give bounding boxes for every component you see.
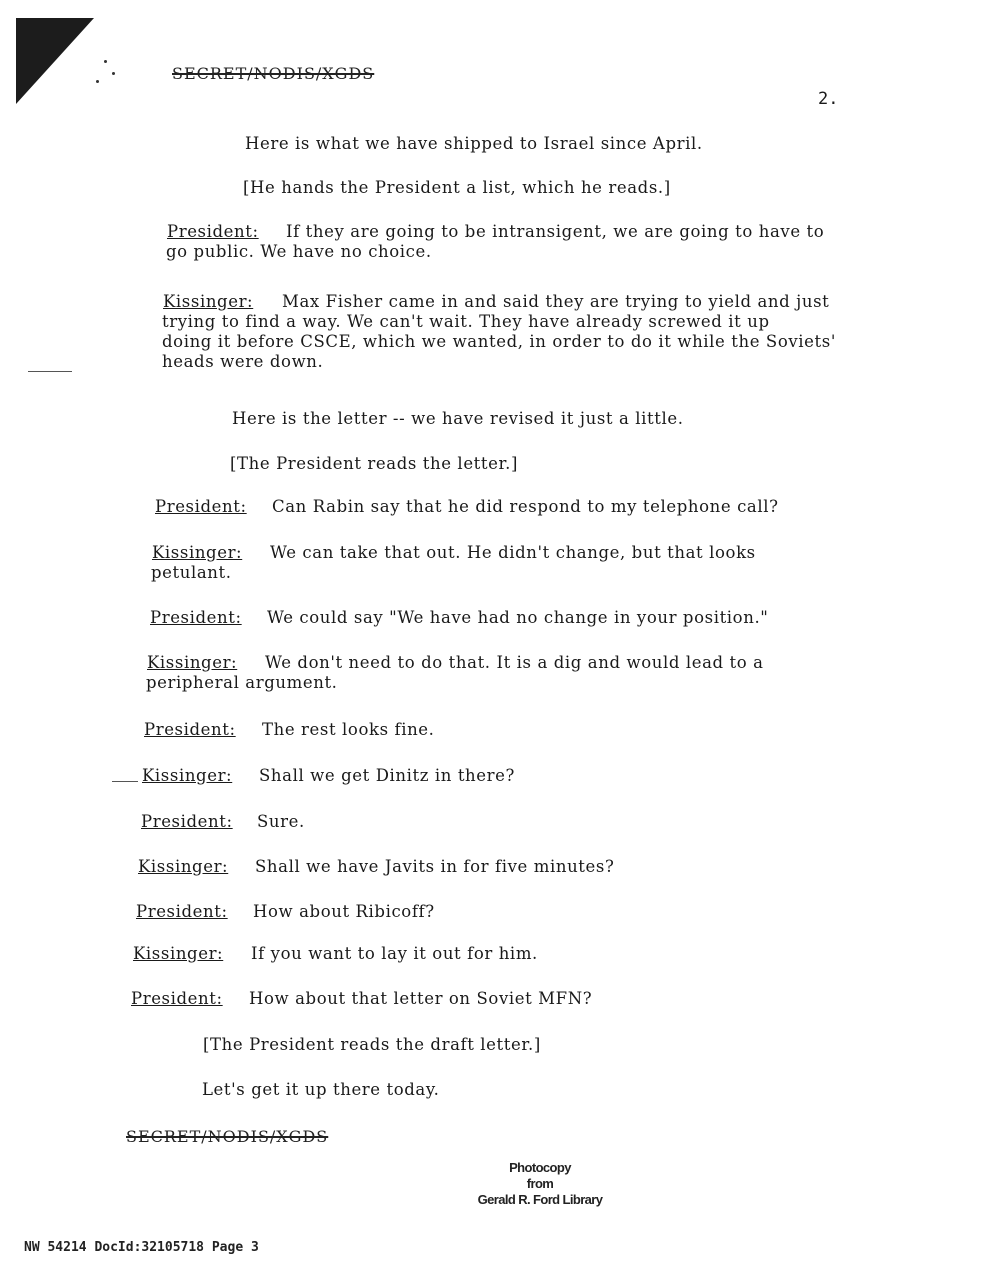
margin-mark — [112, 781, 138, 782]
dialogue-continuation: trying to find a way. We can't wait. They have already screwed it up — [162, 312, 770, 331]
dialogue-line — [141, 812, 305, 831]
narrative-line: [The President reads the letter.] — [230, 454, 519, 473]
dialogue-line — [147, 653, 764, 672]
speaker-label: Kissinger: — [142, 766, 233, 785]
stamp-line-2: from — [526, 1176, 554, 1191]
speaker-label: President: — [144, 720, 236, 739]
stamp-line-3: Gerald R. Ford Library — [477, 1192, 603, 1207]
narrative-line: Here is the letter -- we have revised it just a little. — [232, 409, 684, 428]
narrative-line: [He hands the President a list, which he reads.] — [243, 178, 671, 197]
dialogue-continuation: go public. We have no choice. — [166, 242, 432, 261]
dialogue-line — [136, 902, 435, 921]
library-stamp — [440, 1160, 640, 1208]
dialogue-continuation: petulant. — [151, 563, 232, 582]
dialogue-text: Can Rabin say that he did respond to my telephone call? — [272, 497, 779, 516]
narrative-line: Let's get it up there today. — [202, 1080, 440, 1099]
dialogue-line — [142, 766, 515, 785]
dialogue-text: How about that letter on Soviet MFN? — [249, 989, 593, 1008]
dialogue-line — [163, 292, 830, 311]
dialogue-continuation: peripheral argument. — [146, 673, 338, 692]
dialogue-line — [155, 497, 779, 516]
dialogue-text: If they are going to be intransigent, we are going to have to — [286, 222, 825, 241]
speaker-label: President: — [150, 608, 242, 627]
speaker-label: President: — [167, 222, 259, 241]
dialogue-continuation: doing it before CSCE, which we wanted, in order to do it while the Soviets' — [162, 332, 836, 351]
dialogue-line — [138, 857, 615, 876]
dialogue-text: Shall we get Dinitz in there? — [259, 766, 515, 785]
dialogue-line — [131, 989, 593, 1008]
dialogue-text: Sure. — [257, 812, 305, 831]
dialogue-line — [167, 222, 825, 241]
dialogue-line — [152, 543, 756, 562]
speaker-label: Kissinger: — [133, 944, 224, 963]
speaker-label: President: — [155, 497, 247, 516]
speaker-label: President: — [141, 812, 233, 831]
dialogue-text: We don't need to do that. It is a dig and would lead to a — [265, 653, 764, 672]
speaker-label: President: — [136, 902, 228, 921]
speaker-label: Kissinger: — [138, 857, 229, 876]
margin-mark — [28, 371, 72, 372]
dialogue-text: We can take that out. He didn't change, but that looks — [270, 543, 756, 562]
page-number: 2. — [818, 89, 839, 109]
speaker-label: Kissinger: — [152, 543, 243, 562]
stamp-line-1: Photocopy — [509, 1160, 571, 1175]
narrative-line: Here is what we have shipped to Israel since April. — [245, 134, 703, 153]
document-footer-id: NW 54214 DocId:32105718 Page 3 — [24, 1240, 259, 1255]
scan-corner-artifact — [16, 18, 94, 104]
speaker-label: Kissinger: — [147, 653, 238, 672]
narrative-line: [The President reads the draft letter.] — [203, 1035, 541, 1054]
footer-classification: SECRET/NODIS/XGDS — [126, 1127, 329, 1146]
dialogue-text: Shall we have Javits in for five minutes? — [255, 857, 615, 876]
dialogue-line — [150, 608, 769, 627]
scan-speck — [112, 72, 115, 75]
dialogue-line — [144, 720, 435, 739]
dialogue-text: Max Fisher came in and said they are trying to yield and just — [282, 292, 830, 311]
scan-speck — [104, 60, 107, 63]
speaker-label: President: — [131, 989, 223, 1008]
dialogue-text: How about Ribicoff? — [253, 902, 435, 921]
dialogue-line — [133, 944, 538, 963]
dialogue-continuation: heads were down. — [162, 352, 324, 371]
dialogue-text: We could say "We have had no change in your position." — [267, 608, 769, 627]
dialogue-text: If you want to lay it out for him. — [251, 944, 538, 963]
scan-speck — [96, 80, 99, 83]
speaker-label: Kissinger: — [163, 292, 254, 311]
header-classification: SECRET/NODIS/XGDS — [172, 64, 375, 83]
dialogue-text: The rest looks fine. — [262, 720, 435, 739]
